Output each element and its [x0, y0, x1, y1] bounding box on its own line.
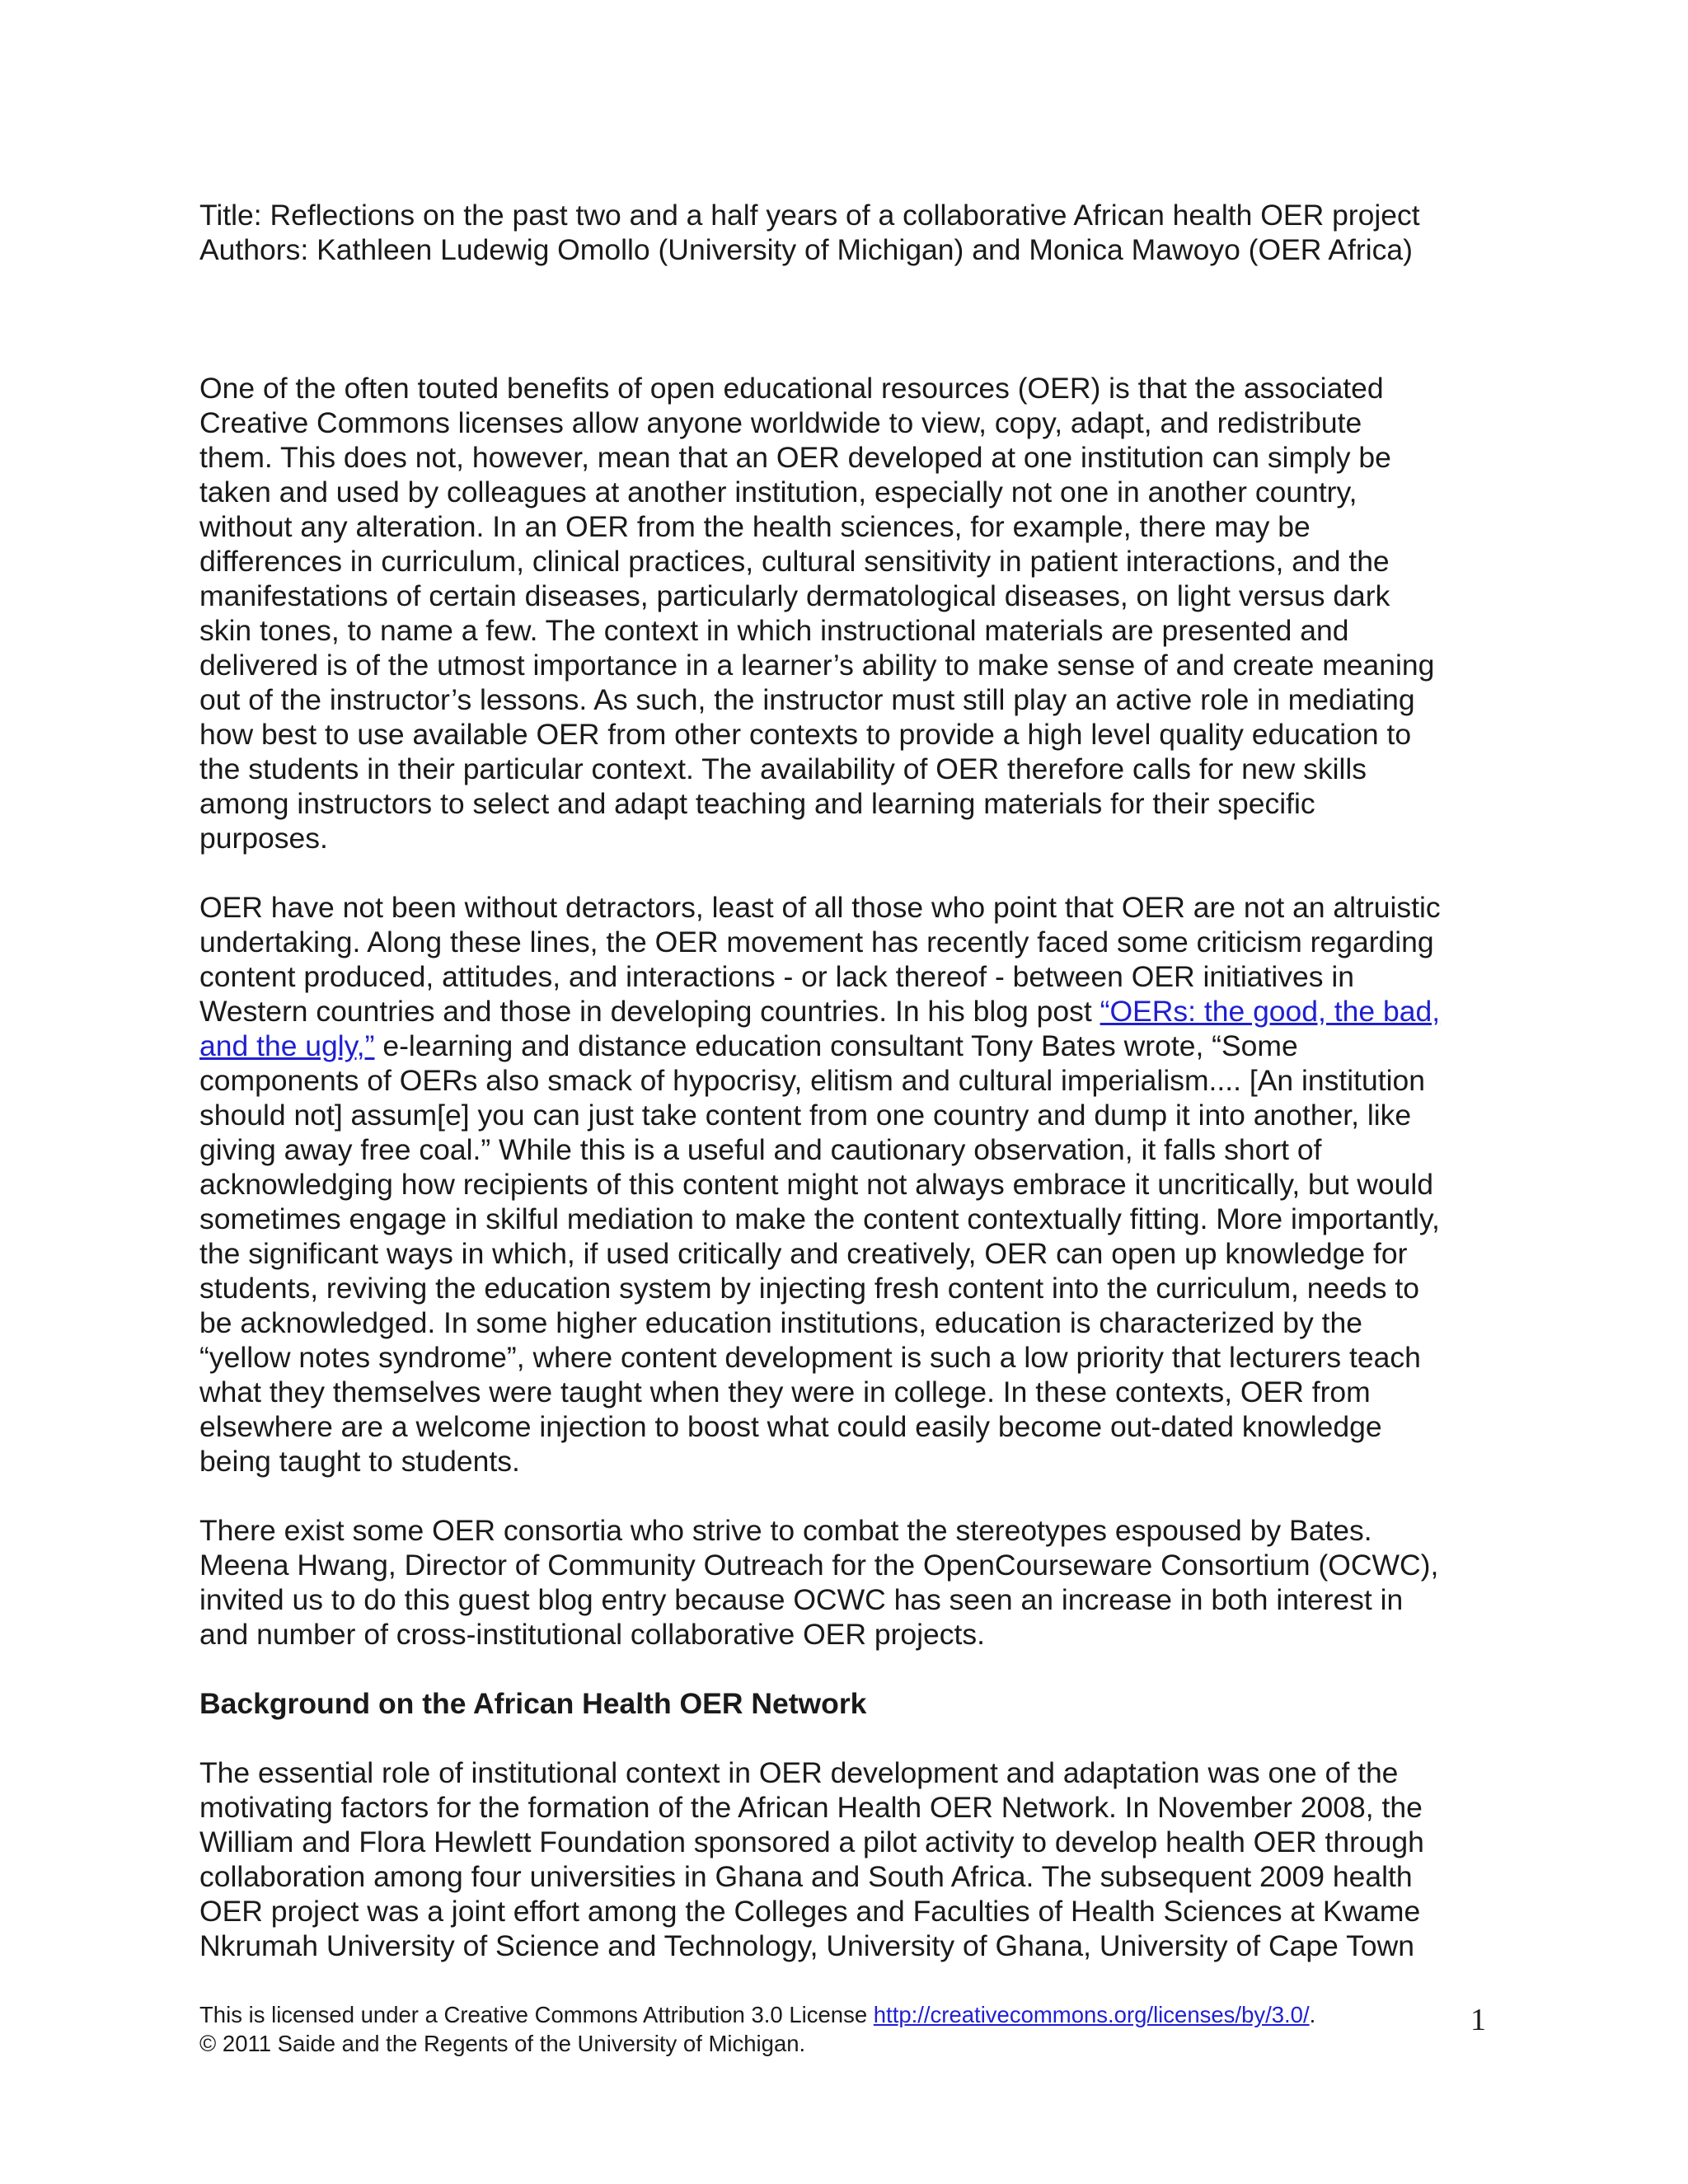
page-number: 1: [1470, 2003, 1486, 2037]
text-line: components of OERs also smack of hypocrisy, elitism and cultural imperialism.... [An institution: [199, 1064, 1425, 1097]
text-line: among instructors to select and adapt teaching and learning materials for their specific: [199, 787, 1315, 820]
spacer: [199, 1652, 1510, 1686]
text-line: how best to use available OER from other contexts to provide a high level quality education to: [199, 718, 1412, 751]
text-line: taken and used by colleagues at another institution, especially not one in another country,: [199, 476, 1357, 509]
text-line: The essential role of institutional context in OER development and adaptation was one of the: [199, 1756, 1399, 1789]
section-heading: Background on the African Health OER Network: [199, 1687, 867, 1720]
text-line: out of the instructor’s lessons. As such, the instructor must still play an active role in mediating: [199, 683, 1415, 716]
text-line: them. This does not, however, mean that an OER developed at one institution can simply be: [199, 441, 1391, 474]
text-line: without any alteration. In an OER from the health sciences, for example, there may be: [199, 510, 1311, 543]
text-line: motivating factors for the formation of the African Health OER Network. In November 2008, the: [199, 1791, 1423, 1824]
text-line: manifestations of certain diseases, particularly dermatological diseases, on light versus dark: [199, 579, 1390, 612]
text-line: should not] assum[e] you can just take content from one country and dump it into another, like: [199, 1099, 1412, 1132]
text-line: students, reviving the education system by injecting fresh content into the curriculum, needs to: [199, 1272, 1419, 1305]
text-line: There exist some OER consortia who strive to combat the stereotypes espoused by Bates.: [199, 1514, 1372, 1547]
paragraph-3: [199, 1513, 1510, 1652]
text-line: [199, 1029, 1510, 1063]
text-line: delivered is of the utmost importance in a learner’s ability to make sense of and create meaning: [199, 649, 1435, 682]
license-text: This is licensed under a Creative Commons Attribution 3.0 License: [199, 2002, 874, 2027]
text-line: elsewhere are a welcome injection to boost what could easily become out-dated knowledge: [199, 1410, 1382, 1443]
text-line: sometimes engage in skilful mediation to make the content contextually fitting. More importantly,: [199, 1202, 1440, 1235]
license-line: [199, 2000, 1518, 2029]
text-line: the significant ways in which, if used critically and creatively, OER can open up knowledge for: [199, 1237, 1408, 1270]
page-footer: [199, 2000, 1518, 2058]
text-line: be acknowledged. In some higher education institutions, education is characterized by the: [199, 1306, 1363, 1339]
blog-post-link-continued[interactable]: and the ugly,”: [199, 1029, 375, 1062]
text-line: Meena Hwang, Director of Community Outreach for the OpenCourseware Consortium (OCWC),: [199, 1549, 1439, 1582]
text-line: giving away free coal.” While this is a useful and cautionary observation, it falls short of: [199, 1133, 1322, 1166]
text-line: Nkrumah University of Science and Technology, University of Ghana, University of Cape Town: [199, 1929, 1414, 1962]
document-body: [199, 198, 1510, 1963]
text-line: what they themselves were taught when they were in college. In these contexts, OER from: [199, 1376, 1371, 1408]
authors-line: Authors: Kathleen Ludewig Omollo (University of Michigan) and Monica Mawoyo (OER Africa): [199, 233, 1413, 266]
text-line: undertaking. Along these lines, the OER movement has recently faced some criticism regarding: [199, 926, 1434, 958]
text-line: One of the often touted benefits of open educational resources (OER) is that the associated: [199, 372, 1384, 405]
text-line: collaboration among four universities in Ghana and South Africa. The subsequent 2009 health: [199, 1860, 1413, 1893]
license-link[interactable]: http://creativecommons.org/licenses/by/3.0/: [873, 2002, 1310, 2027]
text-line: and number of cross-institutional collaborative OER projects.: [199, 1618, 986, 1651]
text-line: OER project was a joint effort among the Colleges and Faculties of Health Sciences at Kwame: [199, 1895, 1421, 1928]
text-line: differences in curriculum, clinical practices, cultural sensitivity in patient interactions, and the: [199, 545, 1390, 578]
paragraph-2: [199, 890, 1510, 1479]
text-line: being taught to students.: [199, 1445, 520, 1478]
spacer: [199, 855, 1510, 890]
text-line: the students in their particular context. The availability of OER therefore calls for new skills: [199, 752, 1367, 785]
blog-post-link[interactable]: “OERs: the good, the bad,: [1100, 995, 1441, 1028]
copyright-line: © 2011 Saide and the Regents of the University of Michigan.: [199, 2031, 806, 2056]
text-line: [199, 994, 1510, 1029]
text-line: purposes.: [199, 822, 328, 855]
license-suffix: .: [1309, 2002, 1316, 2027]
spacer: [199, 1479, 1510, 1513]
text-fragment: e-learning and distance education consultant Tony Bates wrote, “Some: [374, 1029, 1298, 1062]
paragraph-1: [199, 371, 1510, 855]
text-line: acknowledging how recipients of this content might not always embrace it uncritically, but would: [199, 1168, 1434, 1201]
text-line: content produced, attitudes, and interactions - or lack thereof - between OER initiatives in: [199, 960, 1355, 993]
text-line: William and Flora Hewlett Foundation sponsored a pilot activity to develop health OER through: [199, 1825, 1424, 1858]
text-line: OER have not been without detractors, least of all those who point that OER are not an altruistic: [199, 891, 1441, 924]
text-line: Creative Commons licenses allow anyone worldwide to view, copy, adapt, and redistribute: [199, 406, 1362, 439]
text-line: invited us to do this guest blog entry because OCWC has seen an increase in both interest in: [199, 1583, 1404, 1616]
title-line: Title: Reflections on the past two and a half years of a collaborative African health OER project: [199, 199, 1420, 232]
paragraph-4: [199, 1755, 1510, 1963]
text-line: skin tones, to name a few. The context in which instructional materials are presented and: [199, 614, 1349, 647]
text-fragment: Western countries and those in developing countries. In his blog post: [199, 995, 1100, 1028]
spacer: [199, 267, 1510, 371]
text-line: “yellow notes syndrome”, where content development is such a low priority that lecturers teach: [199, 1341, 1421, 1374]
spacer: [199, 1721, 1510, 1755]
